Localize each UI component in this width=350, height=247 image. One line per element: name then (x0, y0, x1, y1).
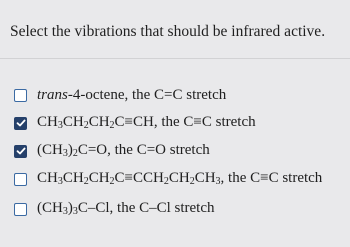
question-prompt: Select the vibrations that should be infrared active. (10, 23, 326, 40)
answer-option-tert-butyl-chloride[interactable] (14, 198, 215, 220)
option-label: CH 3 CH 2 CH 2 C≡CCH 2 CH 2 CH 3 , the C≡C stretch (37, 170, 323, 187)
answer-option-4-octyne[interactable] (14, 168, 322, 190)
option-label: CH 3 CH 2 CH 2 C≡CH, the C≡C stretch (37, 114, 256, 131)
checked-checkbox-icon[interactable] (14, 117, 27, 130)
unchecked-checkbox-icon[interactable] (14, 173, 27, 186)
option-label: trans -4-octene, the C=C stretch (37, 87, 227, 103)
checked-checkbox-icon[interactable] (14, 145, 27, 158)
unchecked-checkbox-icon[interactable] (14, 89, 27, 102)
option-label: (CH 3 ) 3 C–Cl, the C–Cl stretch (37, 200, 215, 217)
answer-option-acetone[interactable] (14, 140, 210, 162)
unchecked-checkbox-icon[interactable] (14, 203, 27, 216)
divider-line (0, 58, 350, 59)
option-label: (CH 3 ) 2 C=O, the C=O stretch (37, 142, 210, 159)
answer-option-1-pentyne[interactable] (14, 112, 256, 134)
answer-option-trans-4-octene[interactable] (14, 84, 226, 106)
